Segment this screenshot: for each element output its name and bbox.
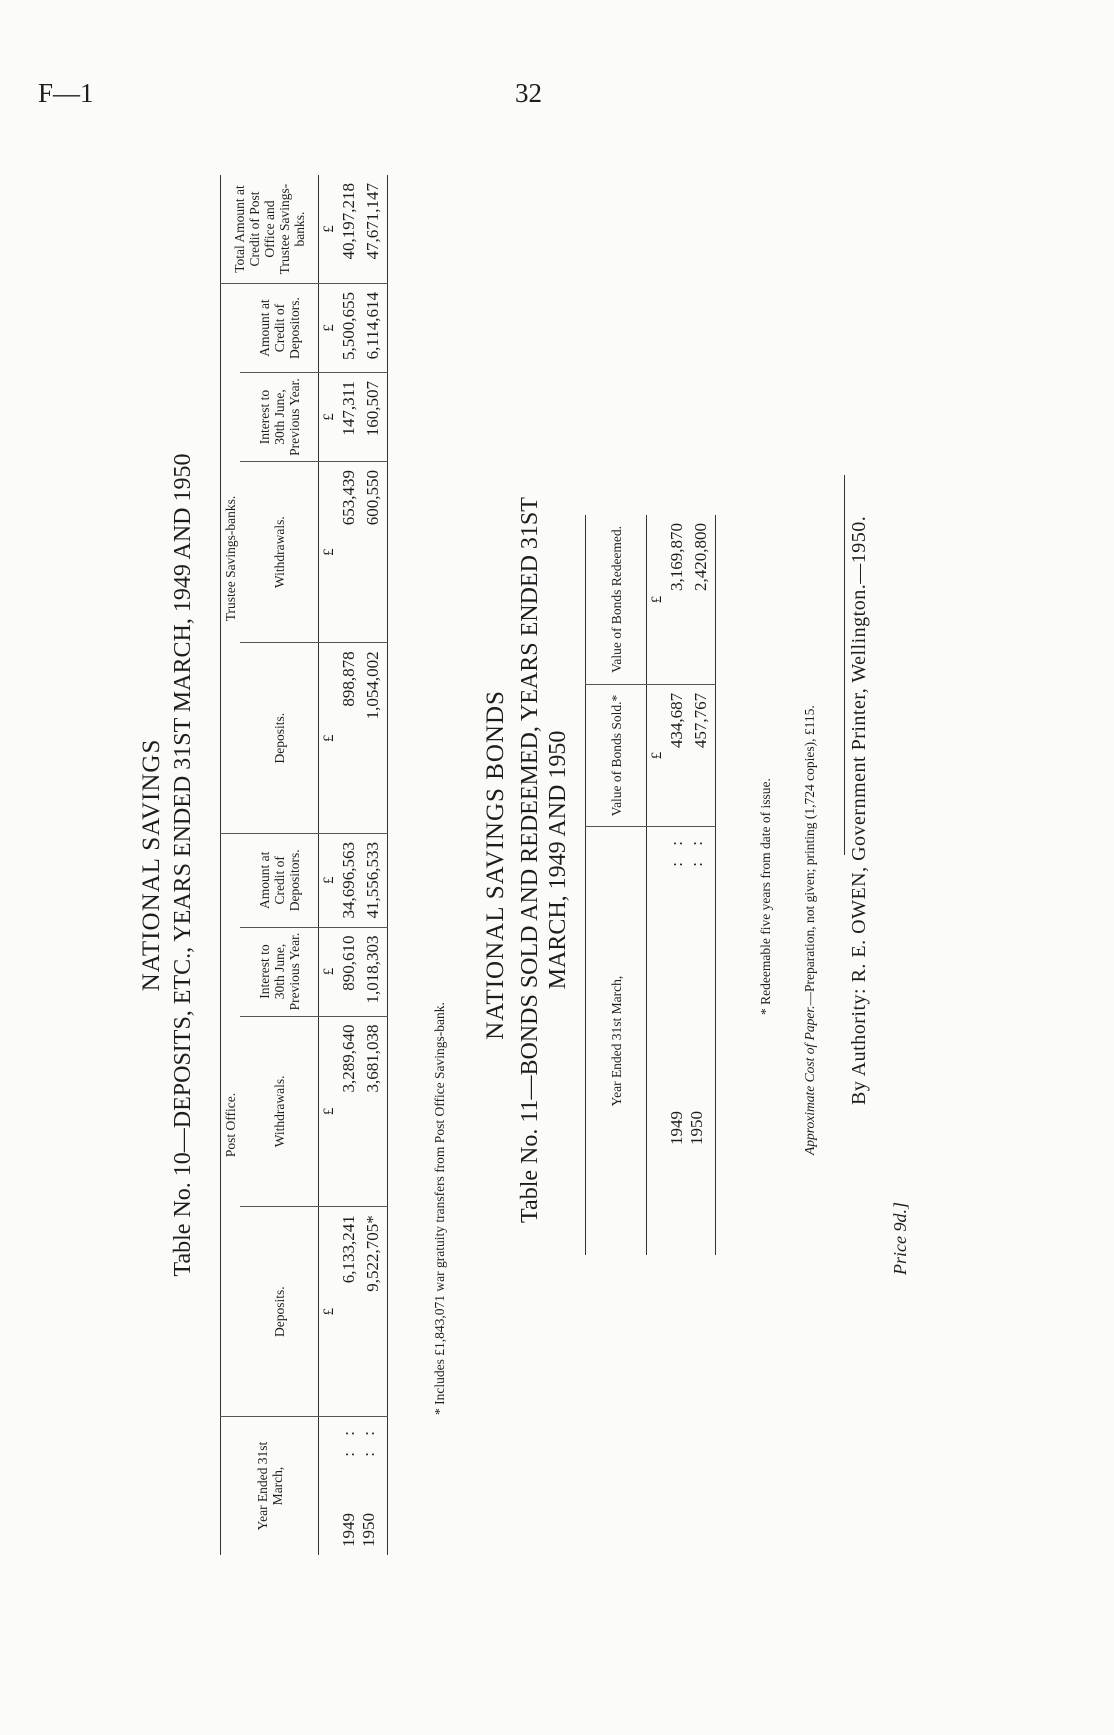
col-year: Year Ended 31st March, <box>254 1441 285 1531</box>
tsb-deposits: 1,054,002 <box>359 643 388 834</box>
page-code: F—1 <box>38 78 94 108</box>
po-withdrawals: 3,289,640 <box>339 1016 359 1207</box>
bonds-sold-value: 457,767 <box>687 684 716 826</box>
currency-symbol: £ <box>647 684 668 826</box>
tsb-withdrawals: 653,439 <box>339 462 359 643</box>
group-trustee: Trustee Savings-banks. <box>221 284 241 834</box>
po-amount: 41,556,533 <box>359 834 388 928</box>
table11-currency-row <box>647 515 668 1255</box>
divider-rule <box>844 475 845 855</box>
table10 <box>220 175 388 1555</box>
table11-caption <box>516 465 572 1255</box>
page-number: 32 <box>515 78 542 108</box>
col-po-amount: Amount at Credit of Depositors. <box>240 834 319 928</box>
rotated-page-content <box>130 75 1000 1555</box>
tsb-withdrawals: 600,550 <box>359 462 388 643</box>
col-tsb-withdrawals: Withdrawals. <box>240 462 319 643</box>
table10-label: Table No. 10 <box>170 1152 196 1277</box>
currency-symbol: £ <box>319 462 340 643</box>
currency-symbol: £ <box>319 373 340 462</box>
bonds-redeemed-value: 3,169,870 <box>667 515 687 684</box>
table-row <box>339 175 359 1555</box>
po-withdrawals: 3,681,038 <box>359 1016 388 1207</box>
tsb-interest: 160,507 <box>359 373 388 462</box>
table-row <box>667 515 687 1255</box>
col-tsb-deposits: Deposits. <box>240 643 319 834</box>
tsb-amount: 5,500,655 <box>339 284 359 373</box>
po-amount: 34,696,563 <box>339 834 359 928</box>
col-po-withdrawals: Withdrawals. <box>240 1016 319 1207</box>
row-year: 1949 <box>339 1513 358 1547</box>
table-row <box>687 515 716 1255</box>
dot-leader: : : <box>359 1425 378 1457</box>
total-amount: 40,197,218 <box>339 175 359 284</box>
po-interest: 890,610 <box>339 927 359 1016</box>
row-year: 1949 <box>667 1111 686 1145</box>
tsb-amount: 6,114,614 <box>359 284 388 373</box>
bonds-sold-value: 434,687 <box>667 684 687 826</box>
currency-symbol: £ <box>319 643 340 834</box>
table10-caption-text: —DEPOSITS, ETC., YEARS ENDED 31ST MARCH, 1949 AND 1950 <box>170 453 196 1153</box>
currency-symbol: £ <box>319 1016 340 1207</box>
currency-symbol: £ <box>319 927 340 1016</box>
table10-footnote: * Includes £1,843,071 war gratuity transfers from Post Office Savings-bank. <box>432 1002 447 1415</box>
currency-symbol: £ <box>319 1207 340 1417</box>
table11 <box>585 515 716 1255</box>
group-post-office: Post Office. <box>221 834 241 1417</box>
dot-leader: : : <box>667 835 686 867</box>
section1-title: NATIONAL SAVINGS <box>138 738 165 992</box>
col-po-deposits: Deposits. <box>240 1207 319 1417</box>
po-interest: 1,018,303 <box>359 927 388 1016</box>
po-deposits: 9,522,705* <box>359 1207 388 1417</box>
col-year: Year Ended 31st March, <box>608 975 624 1107</box>
total-amount: 47,671,147 <box>359 175 388 284</box>
currency-symbol: £ <box>647 515 668 684</box>
table10-caption <box>170 175 197 1555</box>
authority-line: By Authority: R. E. OWEN, Government Printer, Wellington.—1950. <box>848 515 870 1105</box>
po-deposits: 6,133,241 <box>339 1207 359 1417</box>
currency-symbol: £ <box>319 284 340 373</box>
table10-currency-row <box>319 175 340 1555</box>
row-year: 1950 <box>687 1111 706 1145</box>
col-tsb-interest: Interest to 30th June, Previous Year. <box>240 373 319 462</box>
cost-note <box>802 705 818 1155</box>
currency-symbol: £ <box>319 834 340 928</box>
table-row <box>359 175 388 1555</box>
table11-label: Table No. 11 <box>517 1099 543 1223</box>
table11-caption-text: —BONDS SOLD AND REDEEMED, YEARS ENDED 31ST MARCH, 1949 AND 1950 <box>517 497 571 1100</box>
dot-leader: : : <box>339 1425 358 1457</box>
col-total: Total Amount at Credit of Post Office and Trustee Savings-banks. <box>221 175 319 284</box>
col-bonds-redeemed: Value of Bonds Redeemed. <box>586 515 647 684</box>
col-po-interest: Interest to 30th June, Previous Year. <box>240 927 319 1016</box>
price-note: Price 9d.] <box>890 1202 910 1275</box>
dot-leader: : : <box>687 835 706 867</box>
tsb-interest: 147,311 <box>339 373 359 462</box>
table11-footnote: * Redeemable five years from date of issue. <box>758 778 773 1015</box>
currency-symbol: £ <box>319 175 340 284</box>
col-tsb-amount: Amount at Credit of Depositors. <box>240 284 319 373</box>
cost-note-label: Approximate Cost of Paper. <box>802 1005 817 1155</box>
col-bonds-sold: Value of Bonds Sold.* <box>586 684 647 826</box>
cost-note-text: —Preparation, not given; printing (1,724 copies), £115. <box>802 705 817 1006</box>
section2-title: NATIONAL SAVINGS BONDS <box>482 690 509 1040</box>
row-year: 1950 <box>359 1513 378 1547</box>
tsb-deposits: 898,878 <box>339 643 359 834</box>
bonds-redeemed-value: 2,420,800 <box>687 515 716 684</box>
